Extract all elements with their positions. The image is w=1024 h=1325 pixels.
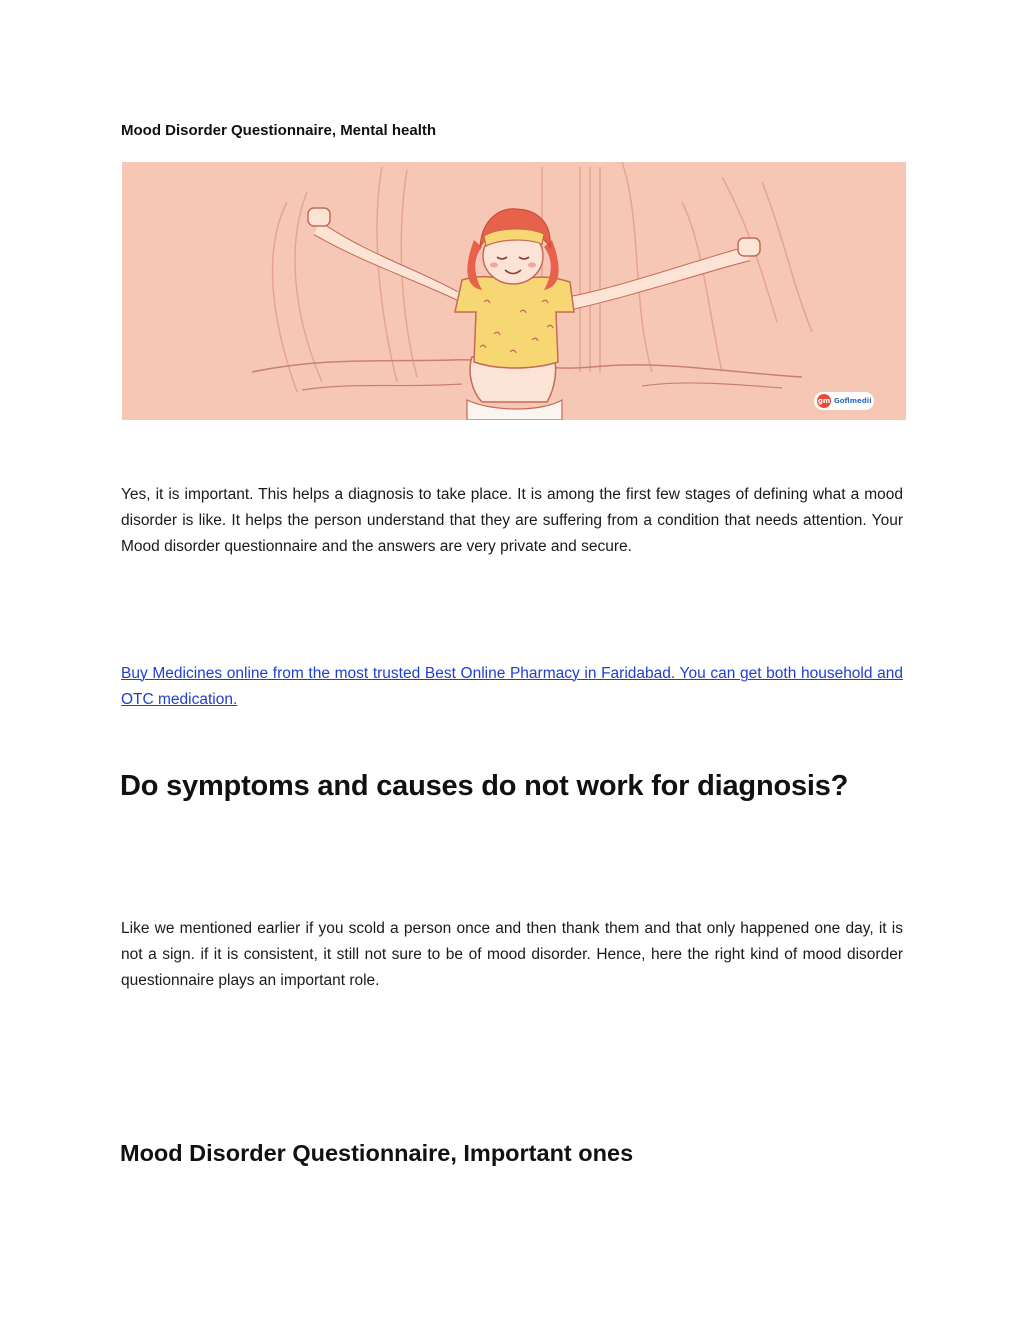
body-paragraph-2: Like we mentioned earlier if you scold a person once and then thank them and that only happened one day, it is not a sign. if it is consistent, it still not sure to be of mood disorder. Hence, here the right kind of mood disorder questionnaire plays an important role. [121, 920, 903, 989]
pharmacy-promo-link[interactable]: Buy Medicines online from the most trusted Best Online Pharmacy in Faridabad. You can get both household and OTC medication. [121, 665, 903, 708]
body-paragraph-1: Yes, it is important. This helps a diagnosis to take place. It is among the first few stages of defining what a mood disorder is like. It helps the person understand that they are suffering from a condition that needs attention. Your Mood disorder questionnaire and the answers are very private and secure. [121, 486, 903, 555]
logo-badge-icon: gm [817, 394, 831, 408]
brand-logo [814, 392, 874, 410]
image-caption: Mood Disorder Questionnaire, Mental health [121, 122, 437, 139]
hero-illustration [122, 162, 906, 420]
section-heading-questionnaire: Mood Disorder Questionnaire, Important ones [120, 1140, 634, 1166]
section-heading-diagnosis: Do symptoms and causes do not work for diagnosis? [120, 770, 849, 802]
logo-wordmark: Goflmedii [834, 397, 872, 405]
